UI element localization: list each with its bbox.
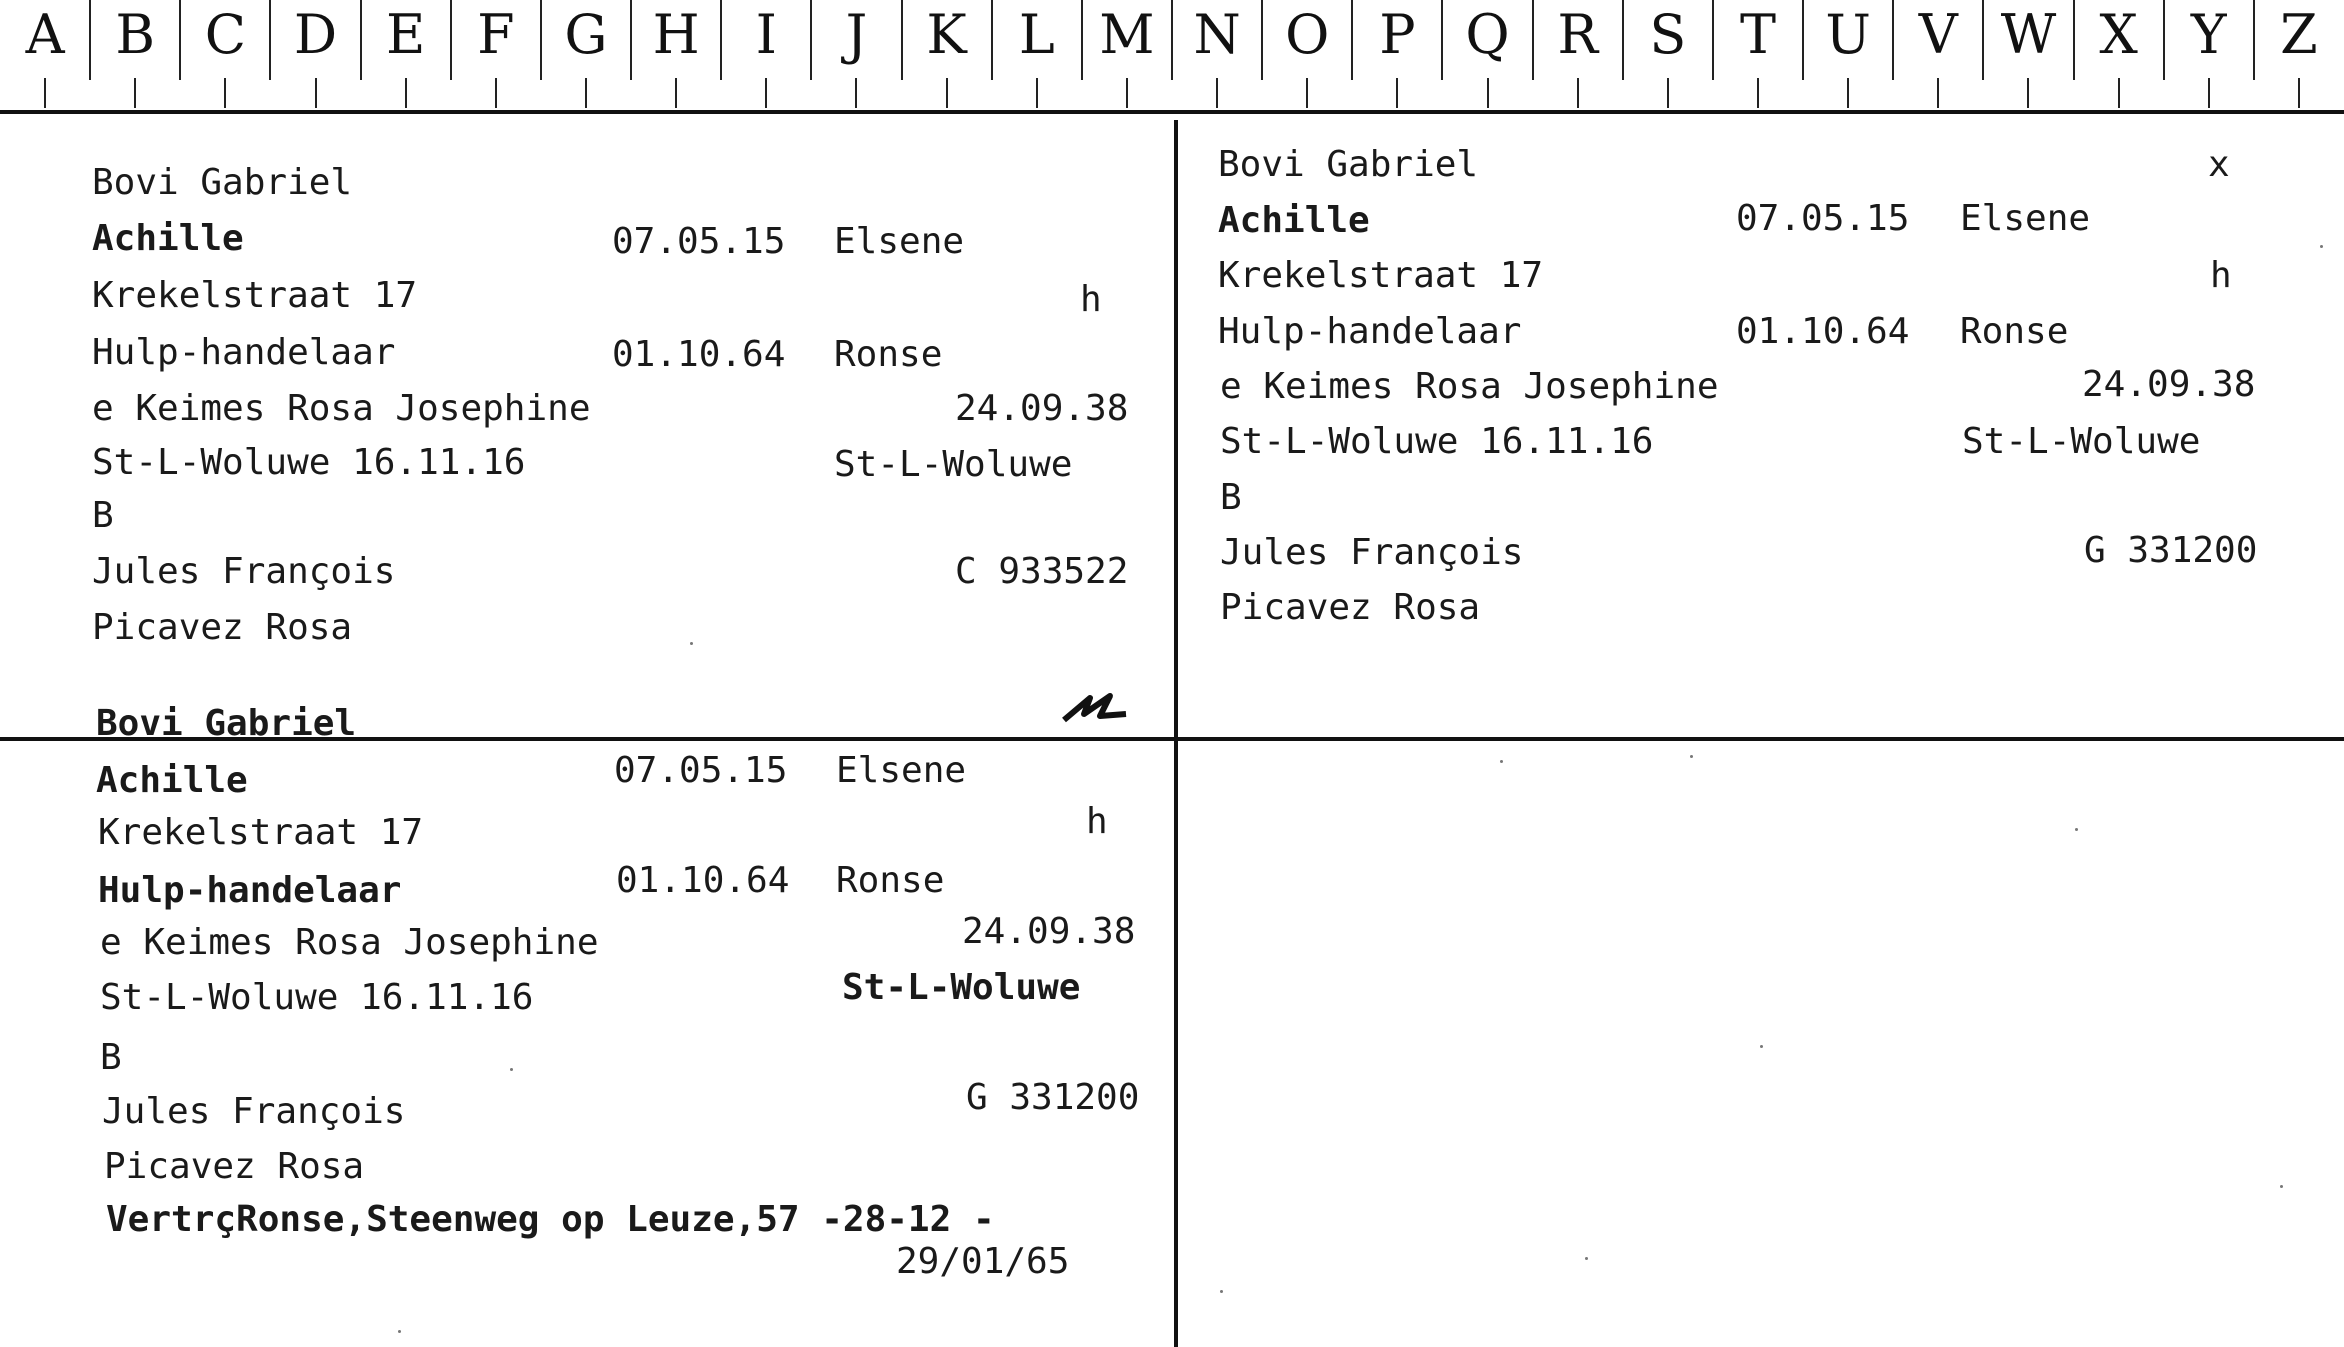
alphabet-tick: [1396, 78, 1398, 108]
card-mother: Picavez Rosa: [1220, 587, 1481, 628]
card-id-number: C 933522: [955, 551, 1129, 592]
alphabet-separator: [1622, 0, 1624, 80]
alphabet-separator: [89, 0, 91, 80]
alphabet-separator: [1261, 0, 1263, 80]
alphabet-tick: [44, 78, 46, 108]
alphabet-separator: [630, 0, 632, 80]
card-birth-place: Elsene: [836, 750, 967, 791]
alphabet-separator: [1081, 0, 1083, 80]
alphabet-separator: [901, 0, 903, 80]
alphabet-letter-w: W: [2000, 3, 2057, 66]
scan-speck: [1585, 1257, 1588, 1260]
alphabet-letter-g: G: [564, 3, 608, 66]
alphabet-tick: [675, 78, 677, 108]
alphabet-tick: [1036, 78, 1038, 108]
alphabet-separator: [179, 0, 181, 80]
card-departure-note: VertrçRonse,Steenweg op Leuze,57 -28-12 -: [106, 1199, 995, 1240]
alphabet-tick: [1487, 78, 1489, 108]
card-divider-vertical: [1174, 120, 1178, 1347]
alphabet-separator: [2163, 0, 2165, 80]
alphabet-tick: [1216, 78, 1218, 108]
alphabet-separator: [1982, 0, 1984, 80]
alphabet-separator: [1712, 0, 1714, 80]
alphabet-tick: [1667, 78, 1669, 108]
card-id-number: G 331200: [966, 1077, 1140, 1118]
alphabet-letter-b: B: [115, 3, 156, 66]
alphabet-separator: [360, 0, 362, 80]
card-first-name: Achille: [92, 218, 244, 259]
alphabet-separator: [540, 0, 542, 80]
alphabet-letter-y: Y: [2190, 3, 2227, 66]
alphabet-tick: [134, 78, 136, 108]
card-id-number: G 331200: [2084, 530, 2258, 571]
alphabet-letter-l: L: [1018, 3, 1055, 66]
card-first-name: Achille: [1218, 200, 1370, 241]
alphabet-letter-p: P: [1379, 3, 1416, 66]
card-marker: h: [1080, 279, 1102, 320]
alphabet-letter-h: H: [652, 3, 700, 66]
alphabet-separator: [269, 0, 271, 80]
alphabet-letter-t: T: [1739, 3, 1776, 66]
alphabet-index-strip: [0, 0, 2344, 115]
alphabet-tick: [585, 78, 587, 108]
card-mother: Picavez Rosa: [92, 607, 353, 648]
card-mark-x: x: [2208, 144, 2230, 185]
card-spouse: e Keimes Rosa Josephine: [1220, 366, 1719, 407]
alphabet-letter-v: V: [1918, 3, 1958, 66]
card-marriage-date: 24.09.38: [955, 388, 1129, 429]
alphabet-letter-e: E: [385, 3, 426, 66]
card-name: Bovi Gabriel: [1218, 144, 1479, 185]
card-registration-place: Ronse: [836, 860, 945, 901]
card-marriage-date: 24.09.38: [2082, 364, 2256, 405]
alphabet-letter-f: F: [477, 3, 515, 66]
card-birth-place: Elsene: [834, 221, 965, 262]
card-first-name: Achille: [96, 760, 248, 801]
alphabet-tick: [2208, 78, 2210, 108]
alphabet-letter-c: C: [204, 3, 247, 66]
alphabet-tick: [1847, 78, 1849, 108]
card-nationality: B: [100, 1037, 122, 1078]
alphabet-letter-d: D: [293, 3, 338, 66]
card-occupation: Hulp-handelaar: [98, 870, 402, 911]
alphabet-tick: [1757, 78, 1759, 108]
card-spouse-birth: St-L-Woluwe 16.11.16: [92, 442, 526, 483]
card-nationality: B: [1220, 477, 1242, 518]
card-birth-date: 07.05.15: [614, 750, 788, 791]
alphabet-separator: [1532, 0, 1534, 80]
handwritten-check-icon: [1060, 690, 1130, 730]
scan-speck: [1760, 1045, 1763, 1048]
alphabet-tick: [224, 78, 226, 108]
alphabet-letter-o: O: [1285, 3, 1330, 66]
card-registration-place: Ronse: [834, 334, 943, 375]
card-registration-date: 01.10.64: [616, 860, 790, 901]
card-departure-date: 29/01/65: [896, 1241, 1070, 1282]
card-nationality: B: [92, 495, 114, 536]
scan-speck: [1690, 755, 1693, 758]
alphabet-letter-u: U: [1825, 3, 1871, 66]
card-address: Krekelstraat 17: [92, 275, 418, 316]
alphabet-tick: [1577, 78, 1579, 108]
alphabet-letter-n: N: [1193, 3, 1241, 66]
alphabet-tick: [855, 78, 857, 108]
alphabet-separator: [1171, 0, 1173, 80]
card-father: Jules François: [92, 551, 396, 592]
card-name: Bovi Gabriel: [92, 162, 353, 203]
card-mother: Picavez Rosa: [104, 1146, 365, 1187]
alphabet-tick: [315, 78, 317, 108]
card-spouse-place: St-L-Woluwe: [834, 444, 1073, 485]
card-birth-date: 07.05.15: [1736, 198, 1910, 239]
card-spouse: e Keimes Rosa Josephine: [100, 922, 599, 963]
alphabet-separator: [1892, 0, 1894, 80]
alphabet-tick: [1126, 78, 1128, 108]
alphabet-tick: [1306, 78, 1308, 108]
alphabet-letter-i: I: [755, 3, 777, 66]
alphabet-letter-a: A: [25, 3, 65, 66]
card-occupation: Hulp-handelaar: [1218, 311, 1522, 352]
alphabet-separator: [2073, 0, 2075, 80]
card-registration-place: Ronse: [1960, 311, 2069, 352]
alphabet-letter-q: Q: [1465, 3, 1510, 66]
scan-speck: [1220, 1290, 1223, 1293]
alphabet-separator: [720, 0, 722, 80]
alphabet-tick: [495, 78, 497, 108]
alphabet-separator: [1351, 0, 1353, 80]
scan-speck: [690, 642, 693, 645]
alphabet-letter-k: K: [926, 3, 967, 66]
card-birth-date: 07.05.15: [612, 221, 786, 262]
scan-speck: [2280, 1185, 2283, 1188]
alphabet-letter-x: X: [2099, 3, 2138, 66]
alphabet-separator: [1802, 0, 1804, 80]
strip-bottom-rule: [0, 110, 2344, 114]
alphabet-tick: [405, 78, 407, 108]
card-marker: h: [2210, 255, 2232, 296]
card-occupation: Hulp-handelaar: [92, 332, 396, 373]
card-spouse-birth: St-L-Woluwe 16.11.16: [100, 977, 534, 1018]
scan-speck: [2075, 828, 2078, 831]
card-father: Jules François: [1220, 532, 1524, 573]
card-spouse: e Keimes Rosa Josephine: [92, 388, 591, 429]
alphabet-letter-j: J: [845, 3, 868, 66]
scan-speck: [2320, 245, 2323, 248]
card-spouse-place: St-L-Woluwe: [842, 967, 1081, 1008]
alphabet-letter-m: M: [1099, 3, 1155, 66]
alphabet-letter-s: S: [1649, 3, 1687, 66]
alphabet-letter-z: Z: [2280, 3, 2318, 66]
card-address: Krekelstraat 17: [1218, 255, 1544, 296]
alphabet-separator: [810, 0, 812, 80]
alphabet-separator: [2253, 0, 2255, 80]
card-address: Krekelstraat 17: [98, 812, 424, 853]
alphabet-tick: [765, 78, 767, 108]
alphabet-letter-r: R: [1557, 3, 1599, 66]
card-marriage-date: 24.09.38: [962, 911, 1136, 952]
scan-speck: [398, 1330, 401, 1333]
card-birth-place: Elsene: [1960, 198, 2091, 239]
card-spouse-birth: St-L-Woluwe 16.11.16: [1220, 421, 1654, 462]
card-registration-date: 01.10.64: [612, 334, 786, 375]
card-marker: h: [1086, 801, 1108, 842]
card-registration-date: 01.10.64: [1736, 311, 1910, 352]
alphabet-tick: [2027, 78, 2029, 108]
card-father: Jules François: [102, 1091, 406, 1132]
alphabet-separator: [991, 0, 993, 80]
alphabet-tick: [2118, 78, 2120, 108]
alphabet-tick: [1937, 78, 1939, 108]
scan-speck: [510, 1068, 513, 1071]
scan-speck: [1500, 760, 1503, 763]
card-spouse-place: St-L-Woluwe: [1962, 421, 2201, 462]
alphabet-tick: [946, 78, 948, 108]
alphabet-separator: [450, 0, 452, 80]
card-name: Bovi Gabriel: [96, 703, 357, 744]
alphabet-tick: [2298, 78, 2300, 108]
alphabet-separator: [1441, 0, 1443, 80]
